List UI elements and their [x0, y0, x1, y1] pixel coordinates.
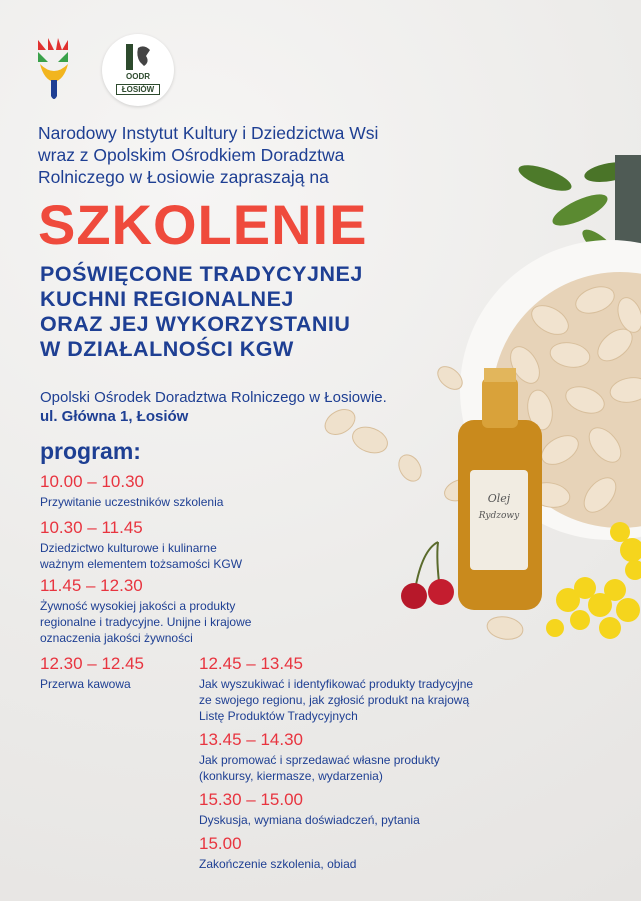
desc-line: Listę Produktów Tradycyjnych — [199, 709, 358, 723]
address-line1: Opolski Ośrodek Doradztwa Rolniczego w Łosiowie. — [40, 389, 387, 406]
program-time: 15.30 – 15.00 — [199, 790, 303, 809]
program-time: 12.45 – 13.45 — [199, 654, 303, 673]
subtitle-line: ORAZ JEJ WYKORZYSTANIU — [40, 312, 351, 336]
losiow-label: ŁOSIÓW — [116, 84, 160, 95]
subtitle-line: W DZIAŁALNOŚCI KGW — [40, 337, 294, 361]
rapeseed-flowers-icon — [546, 522, 641, 639]
program-time: 12.30 – 12.45 — [40, 654, 144, 673]
program-time: 10.30 – 11.45 — [40, 518, 143, 537]
subtitle-line: POŚWIĘCONE TRADYCYJNEJ — [40, 262, 363, 286]
venue-address — [40, 388, 387, 426]
event-subtitle — [40, 262, 460, 362]
program-item — [199, 654, 473, 724]
program-description: Przerwa kawowa — [40, 677, 131, 691]
desc-line: regionalne i tradycyjne. Unijne i krajowe — [40, 615, 252, 629]
program-description: Dyskusja, wymiana doświadczeń, pytania — [199, 813, 420, 827]
program-item — [40, 654, 144, 692]
niks-logo-icon — [34, 36, 74, 102]
cherries-icon — [401, 542, 454, 609]
event-title: SZKOLENIE — [38, 193, 368, 256]
desc-line: Jak promować i sprzedawać własne produkty — [199, 753, 440, 767]
desc-line: Jak wyszukiwać i identyfikować produkty tradycyjne — [199, 677, 474, 691]
intro-line: Rolniczego w Łosiowie zapraszają na — [38, 167, 329, 187]
intro-line: Narodowy Instytut Kultury i Dziedzictwa Wsi — [38, 123, 379, 143]
oodr-losiow-logo — [102, 34, 174, 106]
oodr-label: OODR — [126, 72, 150, 81]
bottle-label-line1: Olej — [487, 492, 511, 505]
desc-line: Żywność wysokiej jakości a produkty — [40, 599, 236, 613]
program-time: 10.00 – 10.30 — [40, 472, 144, 491]
program-time: 11.45 – 12.30 — [40, 576, 143, 595]
program-description — [40, 598, 251, 646]
bottle-label-line2: Rydzowy — [478, 511, 520, 521]
desc-line: oznaczenia jakości żywności — [40, 631, 193, 645]
program-time: 15.00 — [199, 834, 242, 853]
program-description: Zakończenie szkolenia, obiad — [199, 857, 357, 871]
program-description — [199, 676, 473, 724]
program-heading: program: — [40, 438, 141, 464]
intro-text — [38, 122, 438, 188]
program-item — [40, 472, 223, 510]
eagle-icon — [124, 42, 152, 72]
desc-line: ze swojego regionu, jak zgłosić produkt na krajową — [199, 693, 470, 707]
program-item — [199, 730, 440, 784]
desc-line: (konkursy, kiermasze, wydarzenia) — [199, 769, 383, 783]
program-item — [199, 834, 356, 872]
program-item — [40, 576, 251, 646]
program-description: Przywitanie uczestników szkolenia — [40, 495, 224, 509]
desc-line: ważnym elementem tożsamości KGW — [40, 557, 243, 571]
address-line2: ul. Główna 1, Łosiów — [40, 408, 189, 425]
program-item — [199, 790, 420, 828]
program-description — [40, 540, 242, 572]
intro-line: wraz z Opolskim Ośrodkiem Doradztwa — [38, 145, 345, 165]
subtitle-line: KUCHNI REGIONALNEJ — [40, 287, 294, 311]
program-time: 13.45 – 14.30 — [199, 730, 303, 749]
desc-line: Dziedzictwo kulturowe i kulinarne — [40, 541, 217, 555]
program-item — [40, 518, 242, 572]
program-description — [199, 752, 440, 784]
